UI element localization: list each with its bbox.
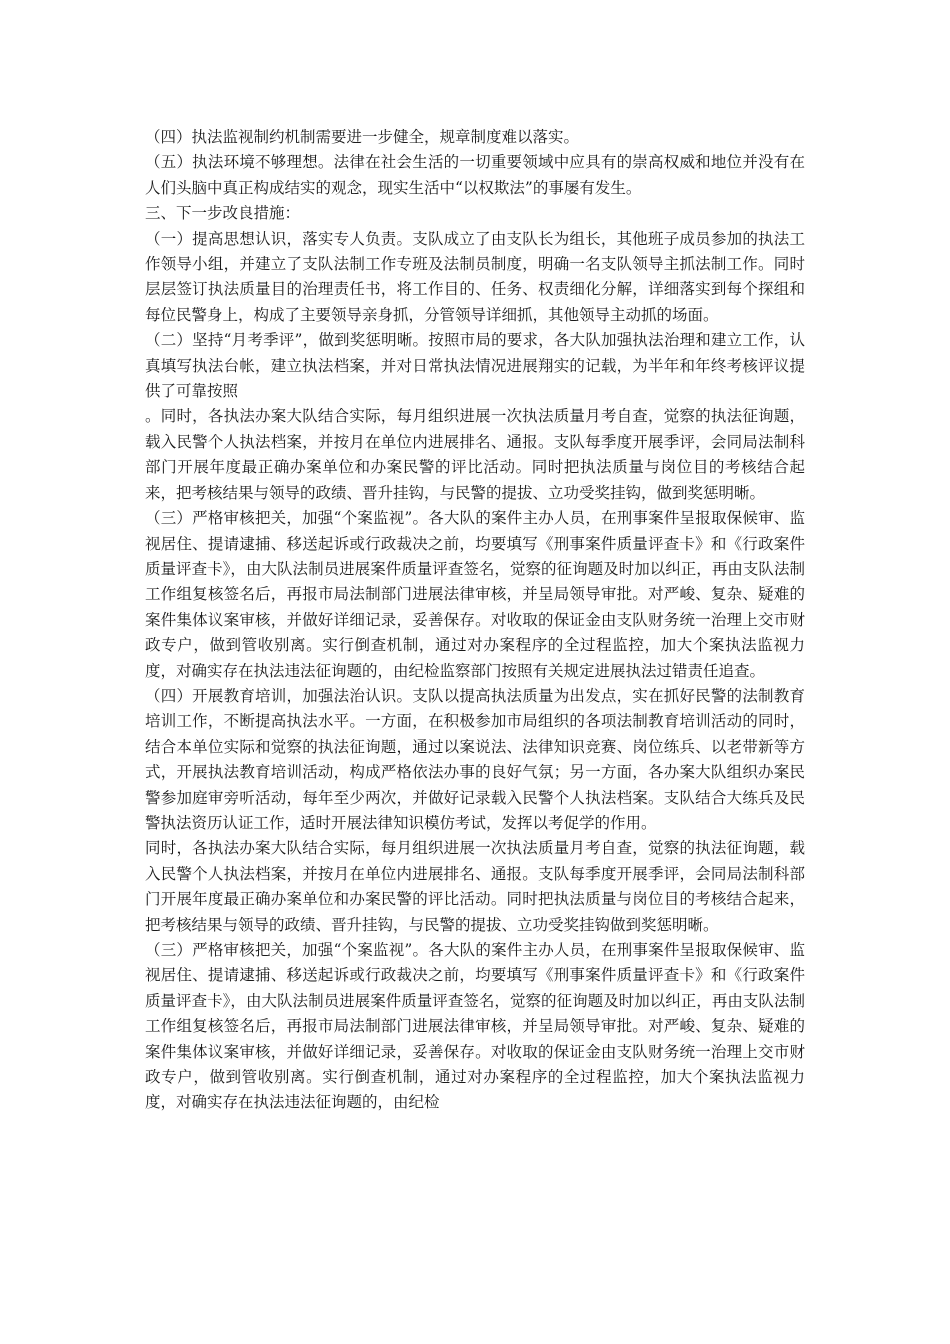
- section-heading-improvement-measures: 三、下一步改良措施：: [145, 204, 301, 223]
- paragraph-measure-2-evaluation: （二）坚持“月考季评”，做到奖惩明晰。按照市局的要求，各大队加强执法治理和建立工作，认真填写执法台帐，建立执法档案，并对日常执法情况进展翔实的记载，为半年和年终考核评议提供了可靠按照: [145, 331, 805, 401]
- paragraph-section-5-environment: （五）执法环境不够理想。法律在社会生活的一切重要领域中应具有的崇高权威和地位并没有在人们头脑中真正构成结实的观念，现实生活中“以权欺法”的事屡有发生。: [145, 153, 805, 197]
- paragraph-measure-4-training: （四）开展教育培训，加强法治认识。支队以提高执法质量为出发点，实在抓好民警的法制教育培训工作，不断提高执法水平。一方面，在积极参加市局组织的各项法制教育培训活动的同时，结合本单位实际和觉察的执法征询题，通过以案说法、法律知识竞赛、岗位练兵、以老带新等方式，开展执法教育培训活动，构成严格依法办事的良好气氛；另一方面，各办案大队组织办案民警参加庭审旁听活动，每年至少两次，并做好记录载入民警个人执法档案。支队结合大练兵及民警执法资历认证工作，适时开展法律知识模仿考试，发挥以考促学的作用。: [145, 686, 805, 832]
- paragraph-measure-3-case-review: （三）严格审核把关，加强“个案监视”。各大队的案件主办人员，在刑事案件呈报取保候审、监视居住、提请逮捕、移送起诉或行政裁决之前，均要填写《刑事案件质量评查卡》和《行政案件质量评查卡》，由大队法制员进展案件质量评查签名，觉察的征询题及时加以纠正，再由支队法制工作组复核签名后，再报市局法制部门进展法律审核，并呈局领导审批。对严峻、复杂、疑难的案件集体议案审核，并做好详细记录，妥善保存。对收取的保证金由支队财务统一治理上交市财政专户，做到管收别离。实行倒查机制，通过对办案程序的全过程监控，加大个案执法监视力度，对确实存在执法违法征询题的，由纪检监察部门按照有关规定进展执法过错责任追查。: [145, 509, 805, 680]
- paragraph-section-4-supervision: （四）执法监视制约机制需要进一步健全，规章制度难以落实。: [145, 128, 580, 146]
- paragraph-measure-1-responsibility: （一）提高思想认识，落实专人负责。支队成立了由支队长为组长，其他班子成员参加的执法工作领导小组，并建立了支队法制工作专班及法制员制度，明确一名支队领导主抓法制工作。同时层层签订执法质量目的治理责任书，将工作目的、任务、权责细化分解，详细落实到每个探组和每位民警身上，构成了主要领导亲身抓，分管领导详细抓，其他领导主动抓的场面。: [145, 229, 805, 324]
- paragraph-measure-2-continued: 。同时，各执法办案大队结合实际，每月组织进展一次执法质量月考自查，觉察的执法征询题，载入民警个人执法档案，并按月在单位内进展排名、通报。支队每季度开展季评，会同局法制科部门开展年度最正确办案单位和办案民警的评比活动。同时把执法质量与岗位目的考核结合起来，把考核结果与领导的政绩、晋升挂钩，与民警的提拔、立功受奖挂钩，做到奖惩明晰。: [145, 407, 805, 502]
- document-body: [145, 125, 805, 1116]
- paragraph-repeated-evaluation: 同时，各执法办案大队结合实际，每月组织进展一次执法质量月考自查，觉察的执法征询题，载入民警个人执法档案，并按月在单位内进展排名、通报。支队每季度开展季评，会同局法制科部门开展年度最正确办案单位和办案民警的评比活动。同时把执法质量与岗位目的考核结合起来，把考核结果与领导的政绩、晋升挂钩，与民警的提拔、立功受奖挂钩做到奖惩明晰。: [145, 839, 805, 934]
- paragraph-repeated-case-review: （三）严格审核把关，加强“个案监视”。各大队的案件主办人员，在刑事案件呈报取保候审、监视居住、提请逮捕、移送起诉或行政裁决之前，均要填写《刑事案件质量评查卡》和《行政案件质量评查卡》，由大队法制员进展案件质量评查签名，觉察的征询题及时加以纠正，再由支队法制工作组复核签名后，再报市局法制部门进展法律审核，并呈局领导审批。对严峻、复杂、疑难的案件集体议案审核，并做好详细记录，妥善保存。对收取的保证金由支队财务统一治理上交市财政专户，做到管收别离。实行倒查机制，通过对办案程序的全过程监控，加大个案执法监视力度，对确实存在执法违法征询题的，由纪检: [145, 941, 805, 1112]
